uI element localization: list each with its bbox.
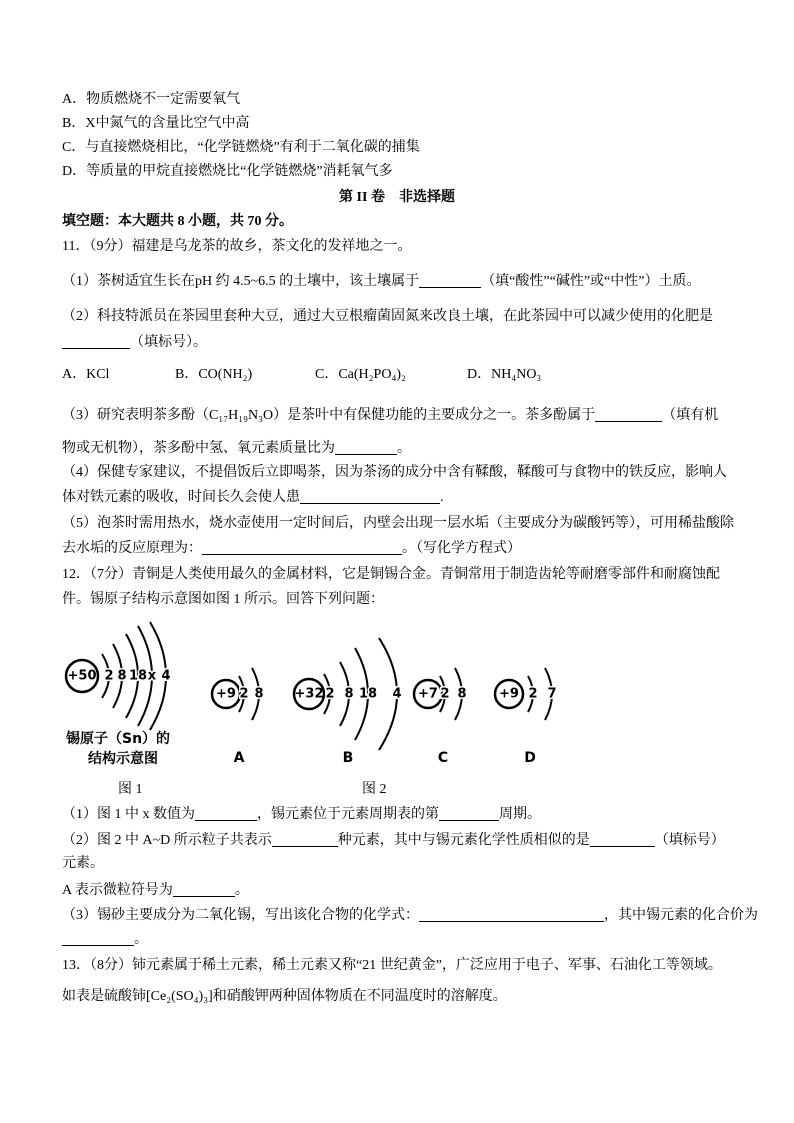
shell-electron-count: 8 [254,686,264,702]
q11-part3-line2 [62,439,411,459]
nucleus-charge: +7 [418,686,438,702]
q12-part1-text: （1）图 1 中 x 数值为 [62,807,195,822]
shell-electron-count: 2 [104,668,114,684]
particle-a-diagram [212,668,264,766]
q11-options [62,365,762,385]
answer-blank [300,490,440,504]
section-intro: 填空题：本大题共 8 小题，共 70 分。 [62,214,293,229]
q12-stem-line1: 12．（7分）青铜是人类使用最久的金属材料，它是铜锡合金。青铜常用于制造齿轮等耐磨零部件和耐腐蚀配 [62,567,720,582]
section-title: 第 II 卷 非选择题 [339,190,455,205]
q12-part2-text: （2）图 2 中 A~D 所示粒子共表示 [62,833,272,848]
sn-caption-line2: 结构示意图 [88,751,158,767]
q13-stem-line2: 如表是硫酸铈[Ce₂(SO₄)₃]和硝酸钾两种固体物质在不同温度时的溶解度。 [62,989,507,1004]
q12-part1-mid: ，锡元素位于元素周期表的第 [257,807,439,822]
q11-option-b: B．CO(NH₂) [175,367,253,382]
q12-part2-symbol [62,881,249,901]
q11-part2-hint: （填标号）。 [130,335,207,350]
shell-electron-count: 18 [358,686,378,702]
prev-option-d: D．等质量的甲烷直接燃烧比“化学链燃烧”消耗氧气多 [62,164,393,179]
figure2-label: 图 2 [362,782,387,797]
q11-part3-line1 [62,406,718,426]
q11-stem: 11．（9分）福建是乌龙茶的故乡，茶文化的发祥地之一。 [62,239,412,254]
q11-part3-text: （3）研究表明茶多酚（C₁₇H₁₉N₃O）是茶叶中有保健功能的主要成分之一。茶多酚属于 [62,408,596,423]
q11-part4-text2: 体对铁元素的吸收，时间长久会使人患 [62,490,300,505]
q12-part3-end: 。 [134,932,148,947]
q12-part2-symbol-end: 。 [234,883,249,898]
answer-blank [202,541,402,555]
shell-electron-count: 8 [457,686,467,702]
shell-electron-count: 18 [128,668,148,684]
particle-label: D [524,750,536,766]
answer-blank [590,833,655,847]
q11-part4-line1: （4）保健专家建议，不提倡饭后立即喝茶，因为茶汤的成分中含有鞣酸，鞣酸可与食物中的铁反应，影响人 [62,465,727,480]
answer-blank [62,932,134,946]
answer-blank [419,274,481,288]
q11-part1-hint: （填“酸性”“碱性”或“中性”）土质。 [481,274,701,289]
q11-part5-hint: 。（写化学方程式） [402,541,521,556]
shell-electron-count: 2 [325,686,335,702]
answer-blank [439,807,499,821]
answer-blank [173,883,235,897]
particle-label: A [233,750,245,766]
shell-electron-count: 2 [528,686,538,702]
shell-electron-count: 4 [392,686,402,702]
q12-part3-mid: ，其中锡元素的化合价为 [604,908,758,923]
q11-part1 [62,272,700,292]
answer-blank [195,807,257,821]
q12-part2-line2: 元素。 [62,856,104,871]
particle-c-diagram [414,668,467,766]
particle-b-diagram [294,638,402,766]
q12-part2-mid: 种元素，其中与锡元素化学性质相似的是 [337,833,590,848]
q11-part5-line2 [62,539,521,559]
q11-part2-line2 [62,333,207,353]
q11-option-a: A．KCl [62,367,110,382]
q12-part3-text: （3）锡砂主要成分为二氧化锡，写出该化合物的化学式： [62,908,419,923]
nucleus-charge: +9 [216,686,236,702]
q11-option-d: D．NH₄NO₃ [467,367,542,382]
q12-part2-line1 [62,831,725,851]
shell-electron-count: x [147,668,157,684]
q12-part1 [62,805,541,825]
sn-atom-diagram [66,622,171,767]
nucleus-charge: +50 [67,668,97,684]
q12-part2-hint: （填标号） [654,833,725,848]
q12-part3-line2 [62,930,148,950]
q13-stem-line1: 13．（8分）铈元素属于稀土元素，稀土元素又称“21 世纪黄金”，广泛应用于电子、军事、石油化工等领域。 [62,958,722,973]
answer-blank [62,335,130,349]
shell-electron-count: 4 [161,668,171,684]
q11-part4-line2 [62,488,444,508]
sn-caption-line1: 锡原子（Sn）的 [66,731,171,747]
atom-structure-figures [0,610,600,770]
particle-label: C [437,750,449,766]
q11-part3-hint: （填有机 [662,408,719,423]
q11-part3-end: 。 [397,441,411,456]
q11-part1-text: （1）茶树适宜生长在pH 约 4.5~6.5 的土壤中，该土壤属于 [62,274,420,289]
q12-part3-line1 [62,906,758,926]
shell-electron-count: 8 [344,686,354,702]
nucleus-charge: +32 [294,686,324,702]
answer-blank [335,441,397,455]
q12-stem-line2: 件。锡原子结构示意图如图 1 所示。回答下列问题： [62,592,384,607]
answer-blank [595,408,662,422]
prev-option-a: A．物质燃烧不一定需要氧气 [62,92,241,107]
nucleus-charge: +9 [499,686,519,702]
shell-electron-count: 8 [117,668,127,684]
q12-part2-symbol-text: A 表示微粒符号为 [62,883,173,898]
q11-part2-line1: （2）科技特派员在茶园里套种大豆，通过大豆根瘤菌固氮来改良土壤，在此茶园中可以减少使用的化肥是 [62,309,713,324]
particle-label: B [342,750,354,766]
q12-part1-end: 周期。 [499,807,541,822]
q11-part4-end: . [440,490,444,505]
prev-option-b: B．X中氮气的含量比空气中高 [62,116,250,131]
prev-option-c: C．与直接燃烧相比，“化学链燃烧”有利于二氧化碳的捕集 [62,140,420,155]
answer-blank [272,833,338,847]
q11-part5-line1: （5）泡茶时需用热水，烧水壶使用一定时间后，内壁会出现一层水垢（主要成分为碳酸钙等），可用稀盐酸除 [62,516,734,531]
particle-d-diagram [495,668,557,766]
figure1-label: 图 1 [118,782,143,797]
answer-blank [419,908,604,922]
q11-part5-text2: 去水垢的反应原理为： [62,541,202,556]
q11-part3-text2: 物或无机物），茶多酚中氢、氧元素质量比为 [62,441,335,456]
q11-option-c: C．Ca(H₂PO₄)₂ [315,367,406,382]
shell-electron-count: 7 [547,686,557,702]
shell-electron-count: 2 [239,686,249,702]
shell-electron-count: 2 [440,686,450,702]
